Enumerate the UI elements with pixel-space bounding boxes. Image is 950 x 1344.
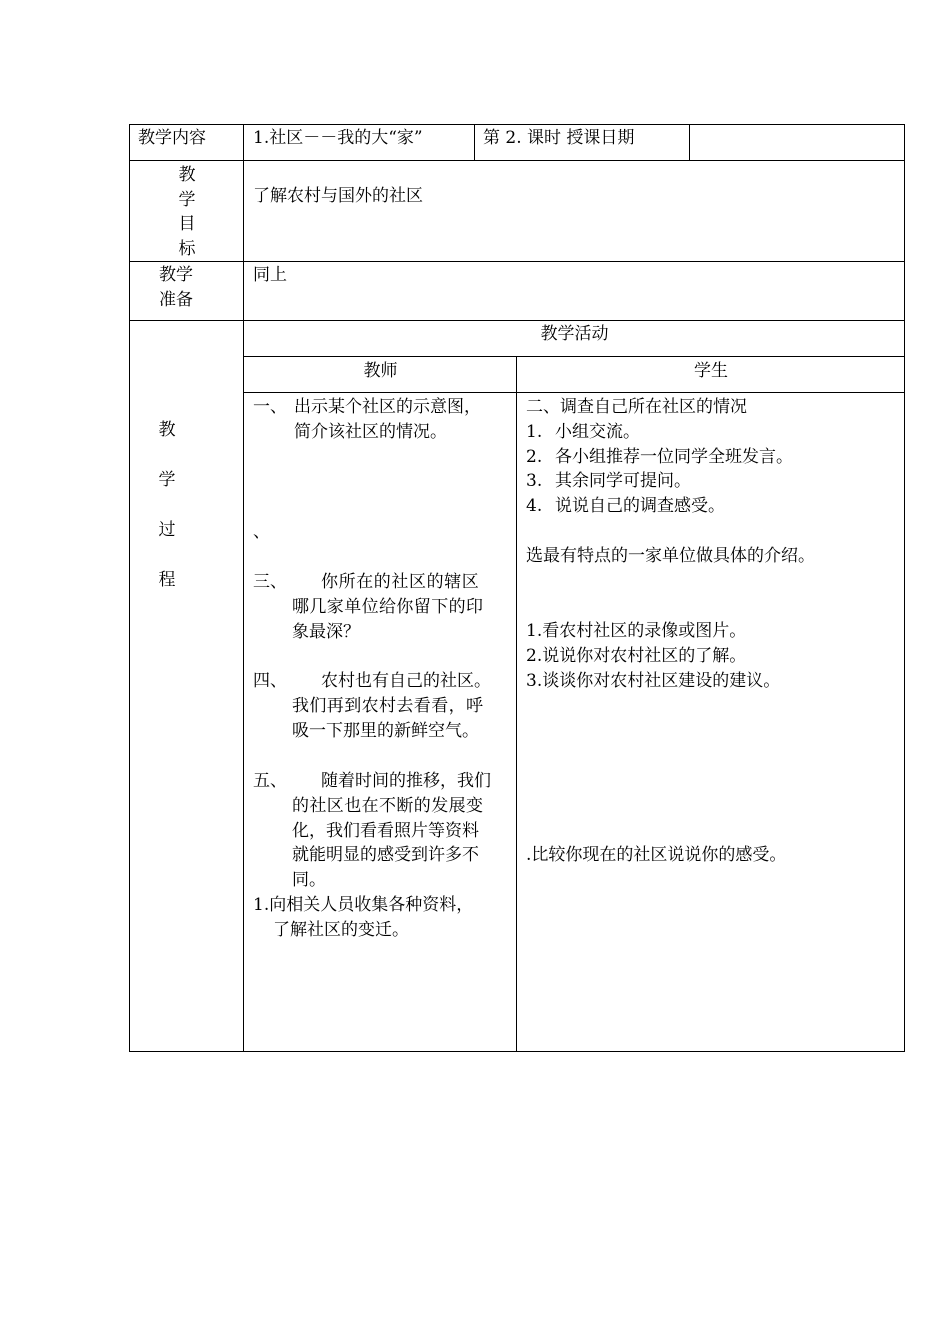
- col-divider-lesson: [474, 124, 475, 161]
- process-label-char: 教: [158, 420, 176, 440]
- col-divider-label: [243, 124, 244, 1052]
- student-rural-line: 3.谈谈你对农村社区建设的建议。: [526, 671, 781, 691]
- student-item-number: 1.: [526, 422, 543, 442]
- preparation-text: 同上: [253, 265, 287, 285]
- teacher-mark: 、: [253, 522, 270, 542]
- teacher-step-text: 哪几家单位给你留下的印: [292, 597, 484, 617]
- row-divider-header: [129, 160, 905, 161]
- student-item-number: 4.: [526, 496, 543, 516]
- table-border-bottom: [129, 1051, 905, 1052]
- student-section-title: 二、调查自己所在社区的情况: [526, 397, 747, 417]
- activity-header: 教学活动: [540, 324, 609, 344]
- table-border-left: [129, 124, 130, 1052]
- row-divider-activity: [244, 356, 905, 357]
- objectives-label-char: 学: [178, 190, 196, 210]
- teacher-step-number: 一、: [253, 397, 287, 417]
- student-compare-text: .比较你现在的社区说说你的感受。: [526, 845, 787, 865]
- objectives-label-char: 教: [178, 165, 196, 185]
- lesson-info: 第 2. 课时 授课日期: [483, 128, 635, 148]
- teacher-column-header: 教师: [363, 361, 398, 381]
- teacher-step-text: 随着时间的推移，我们: [321, 771, 491, 791]
- objectives-label-char: 标: [178, 239, 196, 259]
- teacher-step-number: 三、: [253, 572, 287, 592]
- teacher-step-text: 吸一下那里的新鲜空气。: [292, 721, 479, 741]
- process-label-char: 过: [158, 520, 176, 540]
- teacher-step-text: 同。: [292, 870, 326, 890]
- lesson-title: 1.社区－－我的大“家”: [253, 128, 423, 148]
- teacher-step-text: 出示某个社区的示意图，: [294, 397, 481, 417]
- teacher-step-text: 化，我们看看照片等资料: [292, 821, 479, 841]
- teacher-step-text: 简介该社区的情况。: [294, 422, 447, 442]
- teacher-step-text: 象最深？: [292, 622, 360, 642]
- teacher-step-text: 我们再到农村去看看，呼: [292, 696, 484, 716]
- row-divider-objectives: [129, 261, 905, 262]
- student-column-header: 学生: [694, 361, 728, 381]
- table-border-right: [904, 124, 905, 1052]
- teacher-step-text: 的社区也在不断的发展变: [292, 796, 484, 816]
- objectives-label-char: 目: [178, 214, 196, 234]
- student-rural-line: 1.看农村社区的录像或图片。: [526, 621, 747, 641]
- objectives-text: 了解农村与国外的社区: [253, 186, 423, 206]
- teacher-step-text: 你所在的社区的辖区: [321, 572, 480, 592]
- student-intro-text: 选最有特点的一家单位做具体的介绍。: [526, 546, 815, 566]
- col-divider-teacher-student: [516, 356, 517, 1052]
- preparation-label-line: 准备: [159, 290, 193, 310]
- student-item-number: 2.: [526, 447, 543, 467]
- teacher-step-number: 四、: [253, 671, 287, 691]
- student-item-text: 各小组推荐一位同学全班发言。: [555, 447, 793, 467]
- teacher-task-text: 了解社区的变迁。: [273, 920, 409, 940]
- process-label-char: 程: [158, 570, 176, 590]
- teacher-step-number: 五、: [253, 771, 287, 791]
- row-divider-columns: [244, 392, 905, 393]
- process-label-char: 学: [158, 470, 176, 490]
- table-border-top: [129, 124, 905, 125]
- student-rural-line: 2.说说你对农村社区的了解。: [526, 646, 747, 666]
- student-item-text: 其余同学可提问。: [555, 471, 691, 491]
- teacher-step-text: 农村也有自己的社区。: [321, 671, 491, 691]
- row-divider-preparation: [129, 320, 905, 321]
- content-label: 教学内容: [138, 128, 206, 148]
- col-divider-date: [689, 124, 690, 161]
- student-item-number: 3.: [526, 471, 543, 491]
- preparation-label-line: 教学: [159, 265, 193, 285]
- student-item-text: 小组交流。: [555, 422, 640, 442]
- student-item-text: 说说自己的调查感受。: [555, 496, 725, 516]
- teacher-step-text: 就能明显的感受到许多不: [292, 845, 479, 865]
- teacher-task-text: 1.向相关人员收集各种资料，: [253, 895, 474, 915]
